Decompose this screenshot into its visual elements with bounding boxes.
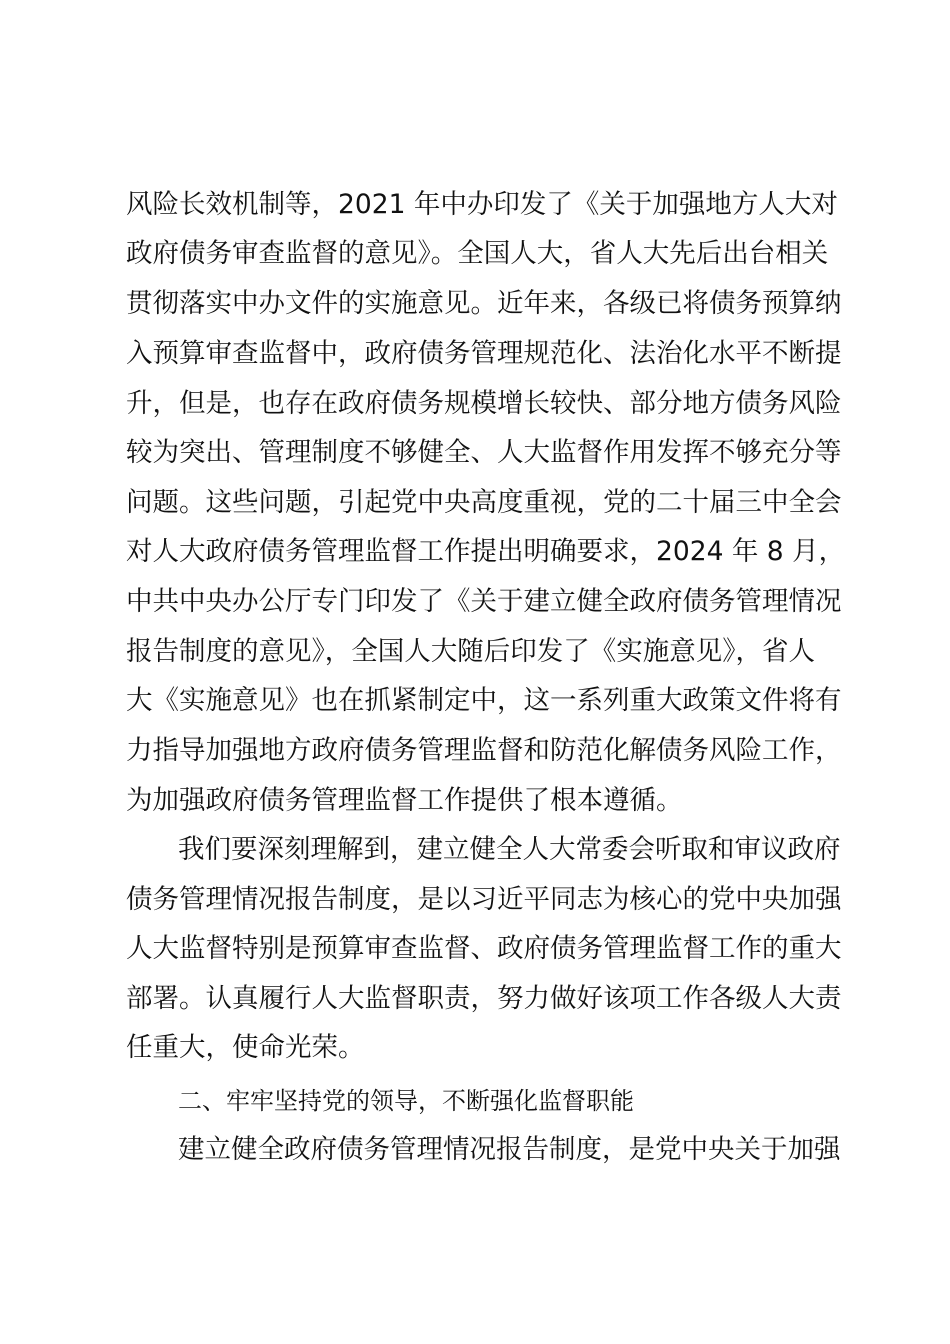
text-line-15: 债务管理情况报告制度，是以习近平同志为核心的党中央加强 bbox=[126, 884, 842, 915]
text-line-8: 对人大政府债务管理监督工作提出明确要求，2024 年 8 月， bbox=[126, 536, 846, 567]
text-line-1: 风险长效机制等，2021 年中办印发了《关于加强地方人大对 bbox=[126, 189, 838, 220]
text-line-7: 问题。这些问题，引起党中央高度重视，党的二十届三中全会 bbox=[126, 487, 842, 518]
text-line-4: 入预算审查监督中，政府债务管理规范化、法治化水平不断提 bbox=[126, 338, 842, 369]
section-heading: 二、牢牢坚持党的领导，不断强化监督职能 bbox=[178, 1087, 634, 1115]
text-line-5: 升，但是，也存在政府债务规模增长较快、部分地方债务风险 bbox=[126, 388, 842, 419]
text-line-20: 建立健全政府债务管理情况报告制度，是党中央关于加强 bbox=[178, 1134, 841, 1165]
text-line-14: 我们要深刻理解到，建立健全人大常委会听取和审议政府 bbox=[178, 834, 841, 865]
text-line-9: 中共中央办公厅专门印发了《关于建立健全政府债务管理情况 bbox=[126, 586, 842, 617]
text-line-6: 较为突出、管理制度不够健全、人大监督作用发挥不够充分等 bbox=[126, 437, 842, 468]
text-line-16: 人大监督特别是预算审查监督、政府债务管理监督工作的重大 bbox=[126, 933, 842, 964]
text-line-18: 任重大，使命光荣。 bbox=[126, 1032, 365, 1063]
text-line-2: 政府债务审查监督的意见》。全国人大，省人大先后出台相关 bbox=[126, 238, 829, 269]
text-line-13: 为加强政府债务管理监督工作提供了根本遵循。 bbox=[126, 785, 683, 816]
text-line-11: 大《实施意见》也在抓紧制定中，这一系列重大政策文件将有 bbox=[126, 685, 842, 716]
text-line-17: 部署。认真履行人大监督职责，努力做好该项工作各级人大责 bbox=[126, 983, 842, 1014]
text-line-10: 报告制度的意见》，全国人大随后印发了《实施意见》，省人 bbox=[126, 636, 815, 667]
text-line-3: 贯彻落实中办文件的实施意见。近年来，各级已将债务预算纳 bbox=[126, 288, 842, 319]
text-line-12: 力指导加强地方政府债务管理监督和防范化解债务风险工作， bbox=[126, 735, 842, 766]
